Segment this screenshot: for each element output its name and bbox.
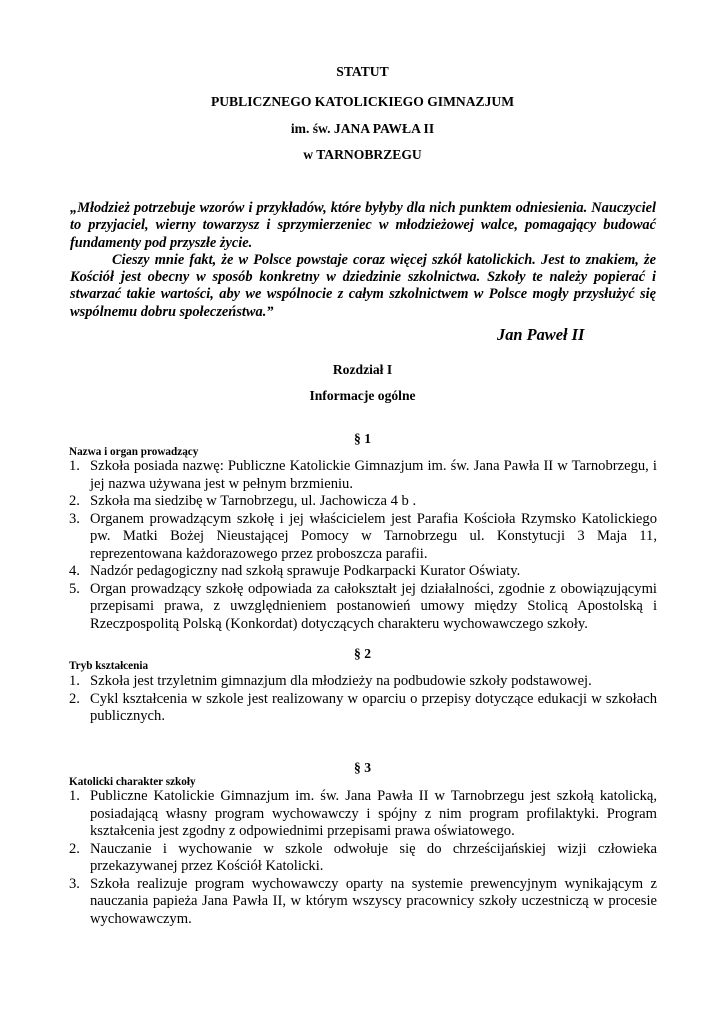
list-item: 4. Nadzór pedagogiczny nad szkołą sprawuje Podkarpacki Kurator Oświaty. xyxy=(69,563,521,579)
section-1-mark: § 1 xyxy=(354,431,371,446)
section-3-list xyxy=(69,788,657,928)
section-3-heading: Katolicki charakter szkoły xyxy=(69,776,196,788)
section-2-mark: § 2 xyxy=(354,646,371,661)
chapter-subtitle: Informacje ogólne xyxy=(309,388,416,403)
section-1-list xyxy=(69,458,657,633)
list-item: 5. Organ prowadzący szkołę odpowiada za całokształt jej działalności, zgodnie z obowiązującymi przepisami prawa, z uwzględnieniem postanowień umowy między Stolicą Apostolską i Rzeczpospolitą Polską (Konkordat) dotyczących charakteru wychowawczego szkoły. xyxy=(69,580,657,632)
section-3-mark: § 3 xyxy=(354,760,371,775)
list-item: 3. Organem prowadzącym szkołę i jej właścicielem jest Parafia Kościoła Rzymsko Katolickiego pw. Matki Bożej Nieustającej Pomocy w Tarnobrzegu ul. Konstytucji 3 Maja 11, reprezentowana każdorazowego przez proboszcza parafii. xyxy=(69,510,657,562)
title-line-2: PUBLICZNEGO KATOLICKIEGO GIMNAZJUM xyxy=(210,94,515,109)
quote-paragraph-1: „Młodzież potrzebuje wzorów i przykładów, które byłyby dla nich punktem odniesienia. Nauczyciel to przyjaciel, wierny towarzysz i sprzymierzeniec w młodzieżowej walce, pomagający budować fundamenty pod przyszłe życie. xyxy=(70,200,656,251)
list-item: 3. Szkoła realizuje program wychowawczy oparty na systemie prewencyjnym wynikającym z nauczania papieża Jana Pawła II, w którym wszyscy pracownicy szkoły uczestniczą w procesie wychowawczym. xyxy=(69,875,657,927)
title-line-4: w TARNOBRZEGU xyxy=(303,147,422,162)
section-2-list xyxy=(69,673,657,726)
quote-author: Jan Paweł II xyxy=(497,325,585,344)
motto-quote xyxy=(70,200,656,321)
quote-paragraph-2: Cieszy mnie fakt, że w Polsce powstaje coraz więcej szkół katolickich. Jest to znakiem, że Kościół jest obecny w sposób konkretny w dziedzinie szkolnictwa. Szkoły te należy popierać i stwarzać takie wartości, aby we wspólnocie z całym szkolnictwem w Polsce mogły przysłużyć się wspólnemu dobru społeczeństwa.” xyxy=(70,251,656,320)
list-item: 2. Nauczanie i wychowanie w szkole odwołuje się do chrześcijańskiej wizji człowieka przekazywanej przez Kościół Katolicki. xyxy=(69,840,657,874)
chapter-title: Rozdział I xyxy=(332,362,393,377)
section-1-heading: Nazwa i organ prowadzący xyxy=(69,446,199,458)
section-2-heading: Tryb kształcenia xyxy=(69,660,149,672)
list-item: 1. Szkoła jest trzyletnim gimnazjum dla młodzieży na podbudowie szkoły podstawowej. xyxy=(69,673,592,689)
title-line-3: im. św. JANA PAWŁA II xyxy=(290,121,435,136)
title-line-1: STATUT xyxy=(336,64,389,79)
list-item: 1. Szkoła posiada nazwę: Publiczne Katolickie Gimnazjum im. św. Jana Pawła II w Tarnobrzegu, i jej nazwa używana jest w pełnym brzmieniu. xyxy=(69,458,657,492)
list-item: 2. Cykl kształcenia w szkole jest realizowany w oparciu o przepisy dotyczące edukacji w szkołach publicznych. xyxy=(69,690,657,724)
list-item: 1. Publiczne Katolickie Gimnazjum im. św. Jana Pawła II w Tarnobrzegu jest szkołą katolicką, posiadającą własny program wychowawczy i spójny z nim program profilaktyki. Program kształcenia jest zgodny z odpowiednimi przepisami prawa oświatowego. xyxy=(69,788,657,839)
list-item: 2. Szkoła ma siedzibę w Tarnobrzegu, ul. Jachowicza 4 b . xyxy=(69,493,417,509)
